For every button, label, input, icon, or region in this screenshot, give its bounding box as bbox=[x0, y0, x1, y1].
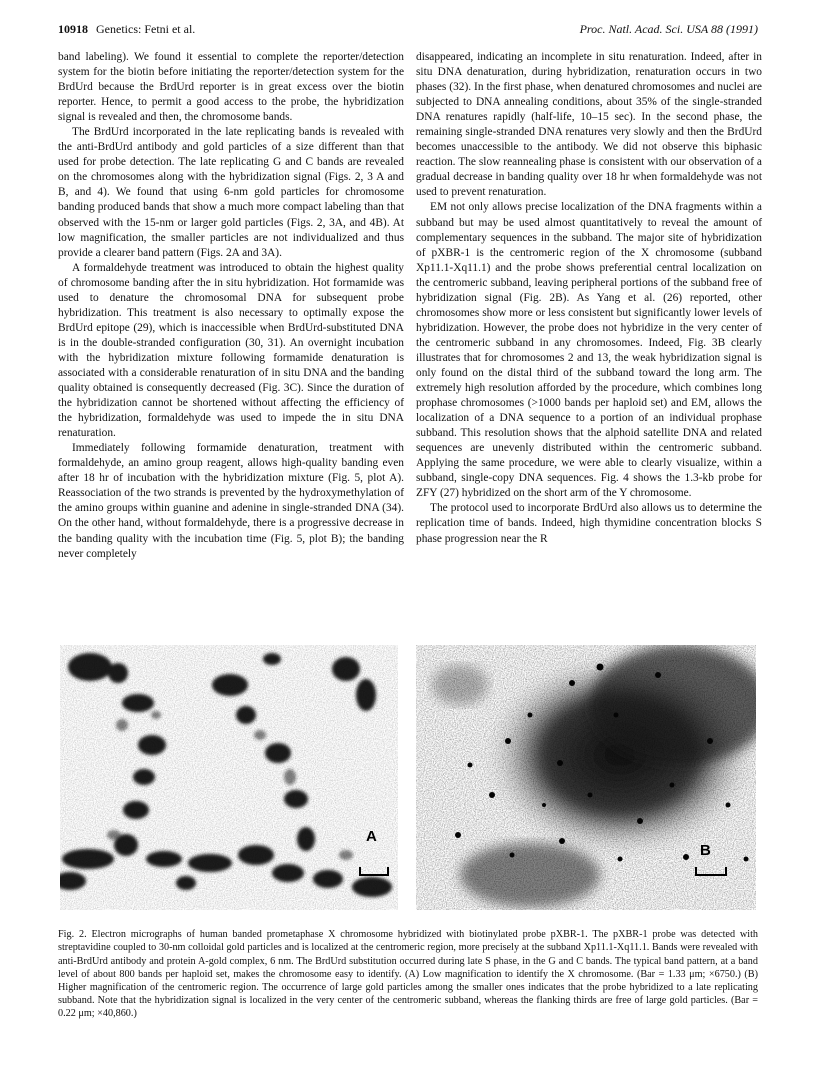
paragraph: disappeared, indicating an incomplete in situ renaturation. Indeed, after in situ DNA denaturation, during hybridization, renaturation occurs in two phases (32). In the first phase, when denatured chromosomes and nuclei are subjected to DNA annealing conditions, about 35% of the single-stranded DNA renatures rapidly (half-life, 10–15 sec). In the second phase, the remaining single-stranded DNA renatures very slowly and then the BrdUrd becomes unaccessible to the antibody. We did not observe this biphasic reaction. The slow reannealing phase is consistent with our observation of a gradual decrease in banding quality over 18 hr when formaldehyde was not used to prevent renaturation. bbox=[416, 51, 762, 199]
page-number: 10918 bbox=[58, 22, 88, 36]
left-column bbox=[58, 50, 404, 562]
paragraph: A formaldehyde treatment was introduced to obtain the highest quality of chromosome banding after the in situ hybridization. Hot formamide was used to denature the chromosomal DNA for subsequent probe hybridization. This treatment is also necessary to optimally expose the BrdUrd epitope (29), which is inaccessible when BrdUrd-substituted DNA is in the double-stranded configuration (30, 31). An overnight incubation with the hybridization mixture following formamide denaturation is associated with a considerable renaturation of in situ DNA and the banding quality obtained is consequently decreased (Fig. 3C). Since the duration of the hybridization cannot be shortened without affecting the efficiency of the hybridization, formaldehyde was used to impede the in situ DNA renaturation. bbox=[58, 261, 404, 440]
panel-a-micrograph bbox=[60, 645, 398, 910]
paragraph: The BrdUrd incorporated in the late replicating bands is revealed with the anti-BrdUrd antibody and gold particles of a size different than that used for probe detection. The late replicating G and C bands are revealed on the chromosomes along with the hybridization signal (Figs. 2, 3 A and B, and 4). We found that using 6-nm gold particles for chromosome banding produced bands that show a much more compact labeling than that observed with the 15-nm or larger gold particles (Figs. 2, 3A, and 4B). At low magnification, the smaller particles are not individualized and thus provide a clearer band pattern (Figs. 2A and 3A). bbox=[58, 126, 404, 259]
section-author: Genetics: Fetni et al. bbox=[96, 22, 196, 36]
paragraph: The protocol used to incorporate BrdUrd also allows us to determine the replication time of bands. Indeed, high thymidine concentration blocks S phase progression near the R bbox=[416, 502, 762, 545]
figure-2 bbox=[60, 645, 756, 910]
figure-2-caption: Fig. 2. Electron micrographs of human banded prometaphase X chromosome hybridized with biotinylated probe pXBR-1. The pXBR-1 probe was detected with streptavidine coupled to 30-nm colloidal gold particles and is localized at the centromeric region, more precisely at the subband Xp11.1-Xq11.1. Bands were revealed with anti-BrdUrd antibody and protein A-gold complex, 6 nm. The BrdUrd substitution occurred during late S phase, in the G and C bands. The typical band pattern, at a band level of about 800 bands per haploid set, makes the chromosome easy to identify. (A) Low magnification to identify the X chromosome. (Bar = 1.33 μm; ×6750.) (B) Higher magnification of the centromeric region. The occurrence of large gold particles among the smaller ones indicates that the probe hybridized to a late replicating subband. Note that the hybridization signal is localized in the very center of the centromeric subband, whereas the flanking thirds are free of large gold particles. (Bar = 0.22 μm; ×40,860.) bbox=[58, 929, 758, 1020]
right-column bbox=[416, 50, 762, 547]
paragraph: EM not only allows precise localization of the DNA fragments within a subband but may be used almost quantitatively to reveal the amount of complementary sequences in the subband. The major site of hybridization of pXBR-1 is the centromeric region of the X chromosome (subband Xp11.1-Xq11.1) and the probe shows preferential central localization on the centromeric subband, leaving peripheral portions of the subband free of hybridization signal (Fig. 2B). As Yang et al. (26) reported, other chromosomes show more or less consistent but significantly lower levels of hybridization. However, the probe does not hybridize in the very center of the centromeric subband in any chromosomes. Indeed, Fig. 3B clearly illustrates that for chromosomes 2 and 13, the weak hybridization signal is only found on the distal third of the subband toward the long arm. The extremely high resolution afforded by the procedure, which combines long prophase chromosomes (>1000 bands per haploid set) and EM, allows the localization of a DNA sequence to a portion of an individual prophase subband. This resolution shows that the alphoid satellite DNA and related sequences are unevenly distributed within the centromeric subband. Applying the same procedure, we were able to clearly visualize, within a subband, single-copy DNA sequences. Fig. 4 shows the 1.3-kb probe for ZFY (27) hybridized on the short arm of the Y chromosome. bbox=[416, 201, 762, 500]
panel-b-label: B bbox=[700, 842, 711, 859]
paragraph: band labeling). We found it essential to complete the reporter/detection system for the biotin before initiating the reporter/detection system for the BrdUrd because the BrdUrd reporter is in great excess over the biotin reporter. Hence, to permit a good access to the probe, the hybridization signal is revealed and then, the chromosome bands. bbox=[58, 51, 404, 124]
journal-citation: Proc. Natl. Acad. Sci. USA 88 (1991) bbox=[579, 22, 758, 36]
running-head-left bbox=[58, 22, 195, 37]
running-head bbox=[58, 22, 758, 38]
panel-b-micrograph bbox=[416, 645, 756, 910]
paragraph: Immediately following formamide denaturation, treatment with formaldehyde, an amino group reagent, allows high-quality banding even after 18 hr of incubation with the hybridization mixture (Fig. 5, plot A). Reassociation of the two strands is prevented by the hydroxymethylation of the amino groups within guanine and adenine in single-stranded DNA (34). On the other hand, without formaldehyde, there is a progressive decrease in the banding quality with the incubation time (Fig. 5, plot B); the banding never completely bbox=[58, 442, 404, 560]
panel-a-label: A bbox=[366, 828, 377, 845]
figure-2-micrographs bbox=[60, 645, 756, 910]
